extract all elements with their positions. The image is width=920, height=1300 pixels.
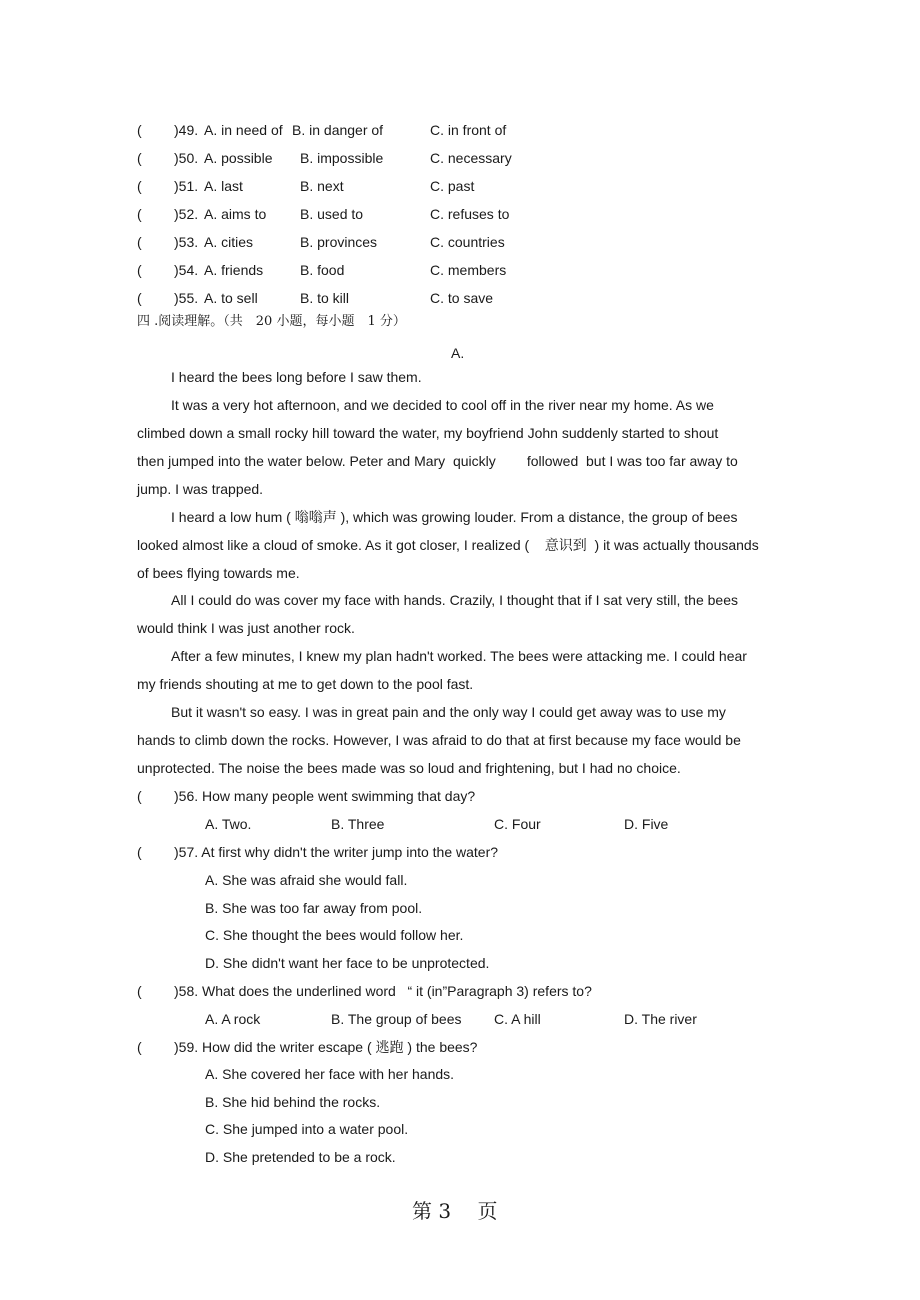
passage-line: jump. I was trapped. — [137, 481, 264, 497]
passage-line: climbed down a small rocky hill toward the water, my boyfriend John suddenly started to shout — [137, 425, 719, 441]
option-a: A. A rock — [205, 1011, 261, 1027]
passage-line: looked almost like a cloud of smoke. As it got closer, I realized ( 意识到 ) it was actually thousands — [137, 537, 759, 553]
question-stem: )58. What does the underlined word “ it (in”Paragraph 3) refers to? — [174, 983, 592, 999]
option-d: D. Five — [624, 816, 669, 832]
option-c: C. She jumped into a water pool. — [205, 1121, 409, 1137]
passage-line: unprotected. The noise the bees made was so loud and frightening, but I had no choice. — [137, 760, 681, 776]
passage-line: hands to climb down the rocks. However, I was afraid to do that at first because my face would be — [137, 732, 741, 748]
passage-line: I heard the bees long before I saw them. — [171, 369, 422, 385]
question-stem: )57. At first why didn't the writer jump into the water? — [174, 844, 499, 860]
passage-line: of bees flying towards me. — [137, 565, 300, 581]
option-d: D. The river — [624, 1011, 697, 1027]
option-a: A. She was afraid she would fall. — [205, 872, 408, 888]
question-stem: )59. How did the writer escape ( 逃跑 ) the bees? — [174, 1039, 478, 1055]
section-heading: 四 .阅读理解。（共 20 小题，每小题 1 分） — [137, 314, 406, 329]
question-stem: )56. How many people went swimming that day? — [174, 788, 476, 804]
option-c: C. A hill — [494, 1011, 541, 1027]
passage-line: I heard a low hum ( 嗡嗡声 ), which was growing louder. From a distance, the group of bees — [171, 509, 738, 525]
option-d: D. She pretended to be a rock. — [205, 1149, 396, 1165]
option-b: B. Three — [331, 816, 385, 832]
passage-line: All I could do was cover my face with hands. Crazily, I thought that if I sat very still, the bees — [171, 592, 738, 608]
option-a: A. She covered her face with her hands. — [205, 1066, 455, 1082]
answer-paren: ( — [137, 844, 142, 860]
passage-line: It was a very hot afternoon, and we decided to cool off in the river near my home. As we — [171, 397, 714, 413]
passage-line: But it wasn't so easy. I was in great pain and the only way I could get away was to use my — [171, 704, 726, 720]
passage-line: my friends shouting at me to get down to the pool fast. — [137, 676, 474, 692]
page-number: 第 3 页 — [412, 1199, 498, 1223]
option-c: C. Four — [494, 816, 541, 832]
option-c: C. She thought the bees would follow her. — [205, 927, 464, 943]
answer-paren: ( — [137, 983, 142, 999]
passage-label: A. — [451, 345, 465, 361]
option-b: B. She was too far away from pool. — [205, 900, 423, 916]
passage-line: then jumped into the water below. Peter and Mary quickly followed but I was too far away to — [137, 453, 738, 469]
option-b: B. She hid behind the rocks. — [205, 1094, 381, 1110]
passage-line: would think I was just another rock. — [137, 620, 355, 636]
answer-paren: ( — [137, 788, 142, 804]
passage-line: After a few minutes, I knew my plan hadn't worked. The bees were attacking me. I could hear — [171, 648, 747, 664]
answer-paren: ( — [137, 1039, 142, 1055]
option-d: D. She didn't want her face to be unprotected. — [205, 955, 490, 971]
option-b: B. The group of bees — [331, 1011, 462, 1027]
option-a: A. Two. — [205, 816, 252, 832]
